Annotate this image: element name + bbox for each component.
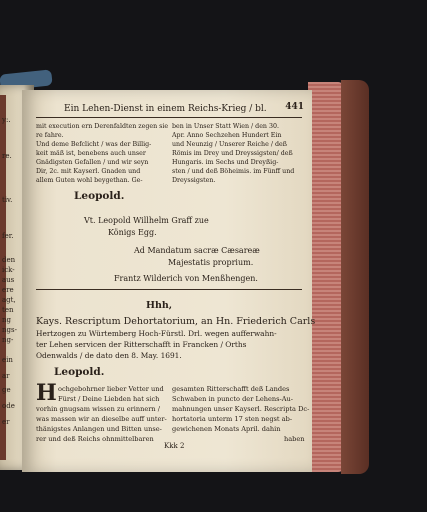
header-rule [36, 117, 302, 118]
signature-leopold-2: Leopold. [54, 366, 105, 378]
text-line: mit execution ern Derenfaldten zegen sie [36, 123, 169, 130]
text-line: Dir, 2c. mit Kayserl. Gnaden und [36, 168, 141, 175]
left-fragment: ngs- [2, 326, 17, 334]
left-fragment: y:. [2, 116, 11, 124]
text-line: was massen wir an dieselbe auff unter- [36, 415, 167, 423]
body-left-column [36, 384, 167, 444]
top-right-column [172, 122, 294, 185]
rescript-title-line-3: ter Lehen servicen der Ritterschafft in Francken / Orths [36, 340, 247, 349]
text-line: Und deme Befclicht / was der Billig- [36, 141, 152, 148]
text-line: Gnädigsten Gefallen / und wir seyn [36, 159, 149, 166]
text-line: vorhin gnugsam wissen zu erinnern / [36, 405, 160, 413]
rescript-title-line-4: Odenwalds / de dato den 8. May. 1691. [36, 351, 182, 360]
text-line: re fahre. [36, 132, 64, 139]
body-right-column [172, 384, 309, 444]
drop-cap: H [36, 380, 57, 406]
text-line: sten / und deß Böheimis. im Fünff und [172, 168, 295, 175]
left-fragment: re. [2, 152, 12, 160]
text-line: gesamten Ritterschafft deß Landes [172, 385, 290, 393]
text-line: ochgebohrner lieber Vetter und [58, 385, 164, 393]
left-fragment: ere [2, 286, 14, 294]
text-line: gewichenen Monats April. dahin [172, 425, 281, 433]
text-line: ben in Unser Statt Wien / den 30. [172, 123, 279, 130]
left-fragment: ein [2, 356, 13, 364]
signature-leopold: Leopold. [74, 190, 125, 202]
left-fragment: ng- [2, 336, 14, 344]
left-fragment: ick- [2, 266, 15, 274]
left-fragment: aus [2, 276, 15, 284]
left-fragment: ode [2, 402, 15, 410]
secretary-signature: Frantz Wilderich von Menßhengen. [114, 274, 258, 283]
text-line: Dreyssigsten. [172, 177, 216, 184]
text-line: und Neunzig / Unserer Reiche / deß [172, 141, 287, 148]
countersign: Vt. Leopold Willhelm Graff zue [84, 216, 209, 225]
left-fragment: agt, [2, 296, 16, 304]
left-fragment: fer. [2, 232, 14, 240]
right-cover [341, 80, 369, 474]
left-fragment: er [2, 418, 10, 426]
mandate-line-2: Majestatis proprium. [168, 258, 254, 267]
rescript-title-line-2: Hertzogen zu Würtemberg Hoch-Fürstl. Drl. wegen aufferwahn- [36, 329, 277, 338]
rescript-title-line-1: Kays. Rescriptum Dehortatorium, an Hn. Friederich Carls [36, 316, 316, 327]
text-line: mahnungen unser Kayserl. Rescripta Dc- [172, 405, 310, 413]
text-line: keit mäß ist, benebens auch unser [36, 150, 146, 157]
catchword: haben [284, 435, 305, 443]
page-number: 441 [285, 102, 304, 112]
signature-mark: Kkk 2 [164, 442, 185, 450]
text-line: hortatoria unterm 17 sten negst ab- [172, 415, 293, 423]
left-fragment: ng [2, 316, 11, 324]
left-fragment: den [2, 256, 16, 264]
text-line: Fürst / Deine Liebden hat sich [58, 395, 160, 403]
top-left-column [36, 122, 168, 185]
text-line: Apr. Anno Sechzehen Hundert Ein [172, 132, 282, 139]
text-line: Hungaris. im Sechs und Dreyßig- [172, 159, 279, 166]
running-header: Ein Lehen-Dienst in einem Reichs-Krieg / bl. [64, 104, 267, 114]
countersign-place: Königs Egg. [108, 228, 157, 237]
left-fragment: ten [2, 306, 14, 314]
mandate-line-1: Ad Mandatum sacræ Cæsareæ [134, 246, 260, 255]
text-line: thänigstes Anlangen und Bitten unse- [36, 425, 162, 433]
left-fragment: ar [2, 372, 10, 380]
text-line: rer und deß Reichs ohnmittelbaren [36, 435, 154, 443]
left-fragment: tiv. [2, 196, 13, 204]
text-line: Römis im Drey und Dreyssigsten/ deß [172, 150, 293, 157]
section-mark: Hhh, [146, 300, 173, 311]
text-line: allem Guten wohl beygethan. Ge- [36, 177, 143, 184]
page-block-edge [308, 82, 344, 472]
right-page [22, 90, 316, 472]
left-fragment: ge [2, 386, 11, 394]
section-rule [36, 289, 302, 290]
text-line: Schwaben in puncto der Lehens-Au- [172, 395, 293, 403]
